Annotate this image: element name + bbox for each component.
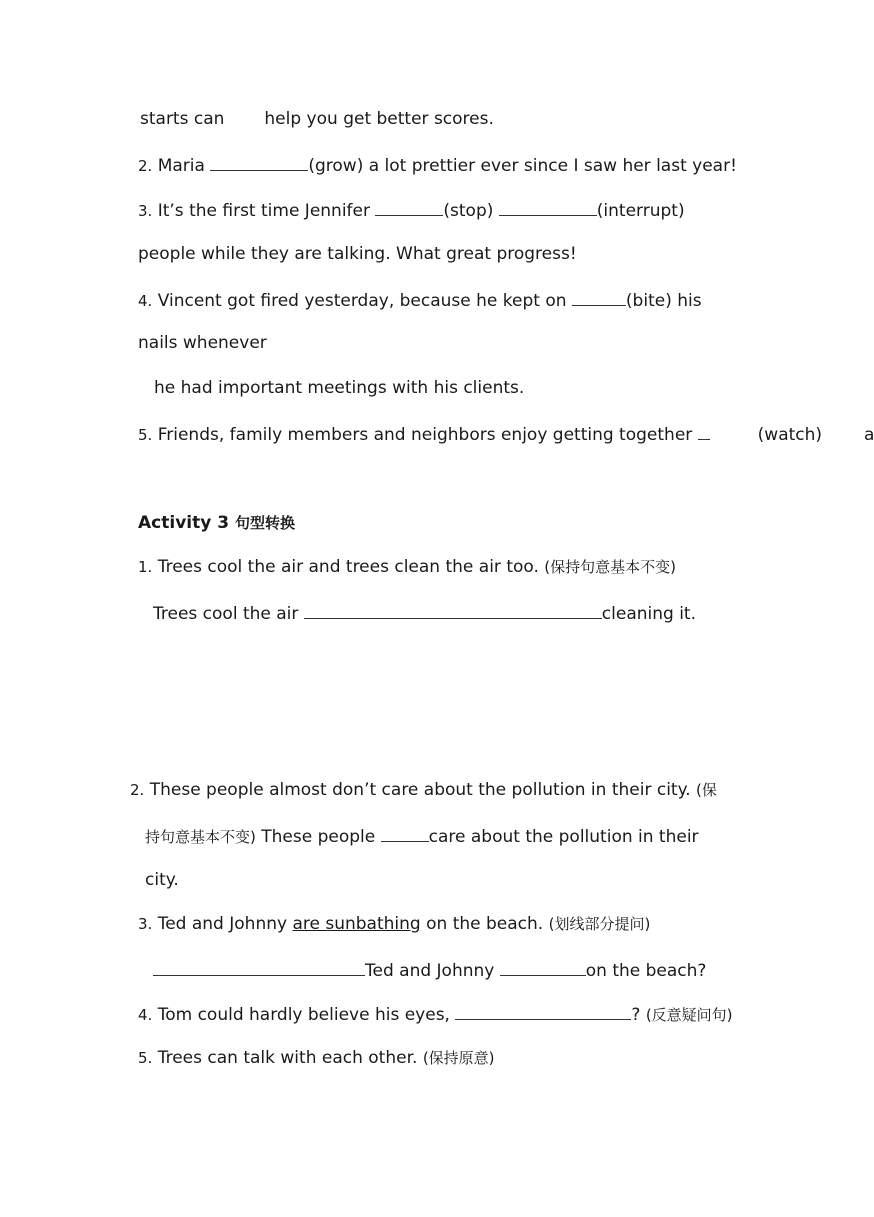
a3-q3-underlined-text: are sunbathing [292,914,421,934]
a3-q2-blank[interactable] [381,824,429,842]
a3-question-1 [138,556,676,578]
a2-q2-blank[interactable] [210,153,308,171]
a2-q5-text-a: Friends, family members and neighbors enjoy getting together [157,425,693,445]
a3-q2-answer [145,824,699,848]
a3-q1-blank[interactable] [304,601,602,619]
a2-question-5 [138,422,874,446]
a3-q4-text-a: Tom could hardly believe his eyes, [157,1005,450,1025]
a3-q4-text-b: ? [631,1005,641,1025]
a3-q3-number: 3. [138,915,153,933]
a2-q4-continuation-1: nails whenever [138,333,267,353]
a3-question-2 [130,779,717,801]
a3-q1-text: Trees cool the air and trees clean the air too. [157,557,539,577]
a3-q1-note: (保持句意基本不变) [544,558,677,576]
a2-line1-text-b: help you get better scores. [264,109,494,129]
a2-q3-text-b: (stop) [443,201,494,221]
a3-q3-blank-2[interactable] [500,958,586,976]
a2-line1-text-a: starts can [140,109,225,129]
a2-q3-continuation: people while they are talking. What great progress! [138,244,577,264]
a3-q3-text-b: on the beach. [426,914,544,934]
a3-q2-answer-b: care about the pollution in their [428,827,699,847]
a3-q2-note-a: (保 [696,781,717,799]
a2-q4-blank[interactable] [572,288,626,306]
a3-q3-answer-a: Ted and Johnny [365,961,495,981]
a3-q1-answer-a: Trees cool the air [153,604,299,624]
a2-line1 [140,108,494,130]
a2-question-4 [138,288,702,312]
a2-q2-text-b: (grow) a lot prettier ever since I saw her last year! [308,156,737,176]
a2-q3-number: 3. [138,202,153,220]
activity3-heading-zh: 句型转换 [234,514,295,532]
a2-question-3 [138,198,685,222]
a2-q4-continuation-2: he had important meetings with his clients. [154,378,525,398]
a3-q3-text-a: Ted and Johnny [157,914,288,934]
a2-q3-text-a: It’s the first time Jennifer [157,201,370,221]
a3-q5-note: (保持原意) [422,1049,495,1067]
a3-q3-blank-1[interactable] [153,958,365,976]
a3-question-4 [138,1002,733,1026]
a3-q5-text-a: Trees can talk with each other. [157,1048,418,1068]
activity3-heading [138,512,295,534]
a2-q3-text-c: (interrupt) [596,201,685,221]
a3-q1-answer [153,601,696,625]
a3-q5-number: 5. [138,1049,153,1067]
a2-q5-text-b: (watch) [757,425,823,445]
a3-q2-answer-continuation: city. [145,870,179,890]
a3-q3-answer-b: on the beach? [585,961,707,981]
a2-q3-blank-1[interactable] [375,198,443,216]
a2-q4-text-a: Vincent got fired yesterday, because he kept on [157,291,567,311]
a3-q4-blank[interactable] [455,1002,631,1020]
a2-q2-text-a: Maria [157,156,205,176]
a3-q2-number: 2. [130,781,145,799]
a3-q4-number: 4. [138,1006,153,1024]
a3-q2-text: These people almost don’t care about the pollution in their city. [149,780,691,800]
a2-q5-number: 5. [138,426,153,444]
a2-question-2 [138,153,737,177]
a2-q2-number: 2. [138,157,153,175]
a3-q2-answer-a: These people [261,827,376,847]
a3-q1-number: 1. [138,558,153,576]
a3-q3-answer [153,958,706,982]
a3-q1-answer-b: cleaning it. [601,604,697,624]
a2-q4-text-b: (bite) his [625,291,702,311]
a2-q5-text-c: a [864,425,874,445]
a3-q4-note: (反意疑问句) [645,1006,733,1024]
a3-question-3 [138,913,650,935]
a2-q5-blank[interactable] [698,422,710,440]
a3-q3-note: (划线部分提问) [548,915,651,933]
a3-question-5 [138,1047,495,1069]
a2-q4-number: 4. [138,292,153,310]
activity3-heading-en: Activity 3 [138,513,230,533]
a2-q3-blank-2[interactable] [499,198,597,216]
a3-q2-note-b: 持句意基本不变) [145,828,256,846]
